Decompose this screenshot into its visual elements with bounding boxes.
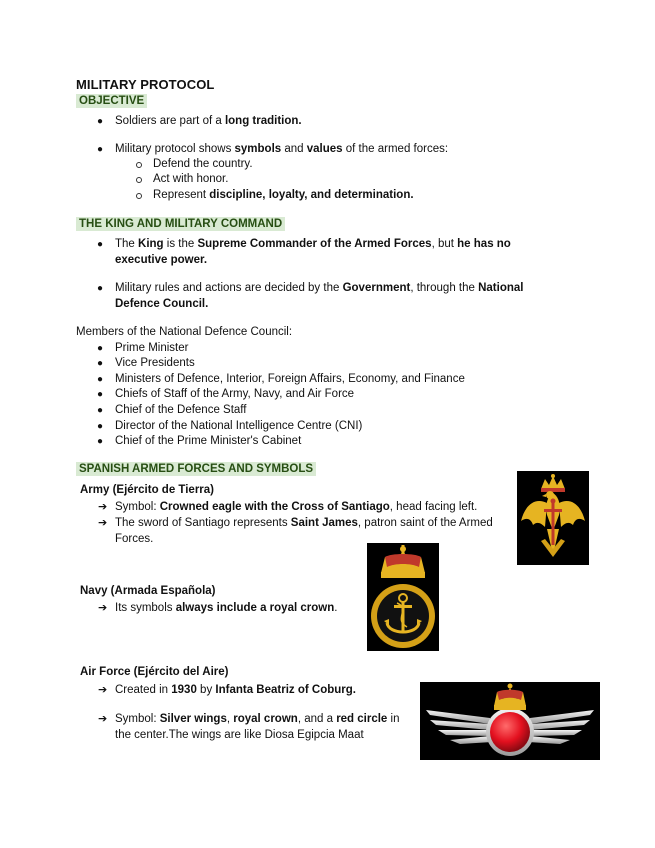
council-member: Vice Presidents [115,357,195,369]
army-bullet-2-line-1: The sword of Santiago represents Saint James, patron saint of the Armed [115,517,493,529]
king-bullet-1-line-2: executive power. [115,254,208,266]
bullet-icon: ● [97,283,104,294]
sub-bullet-icon [136,162,142,168]
objective-bullet-2: Military protocol shows symbols and values of the armed forces: [115,143,449,155]
airforce-heading: Air Force (Ejército del Aire) [80,666,229,678]
king-bullet-2-line-1: Military rules and actions are decided by the Government, through the National [115,282,524,294]
arrow-bullet-icon: ➔ [98,684,108,696]
bullet-icon: ● [97,239,104,250]
section-objective-heading [76,94,147,108]
bullet-icon: ● [97,421,104,432]
army-heading: Army (Ejército de Tierra) [80,484,215,496]
page-title: MILITARY PROTOCOL [76,77,215,92]
arrow-bullet-icon: ➔ [98,602,108,614]
council-member: Chief of the Prime Minister's Cabinet [115,435,302,447]
bullet-icon: ● [97,116,104,127]
airforce-emblem-image [420,682,600,760]
objective-sub-1: Defend the country. [153,158,253,170]
council-intro: Members of the National Defence Council: [76,326,293,338]
council-member: Director of the National Intelligence Centre (CNI) [115,420,363,432]
council-member: Chief of the Defence Staff [115,404,247,416]
section-forces-heading [76,462,316,476]
arrow-bullet-icon: ➔ [98,713,108,725]
objective-sub-2: Act with honor. [153,173,229,185]
arrow-bullet-icon: ➔ [98,501,108,513]
council-member: Ministers of Defence, Interior, Foreign Affairs, Economy, and Finance [115,373,465,385]
sub-bullet-icon [136,193,142,199]
army-emblem-image [517,471,589,565]
army-bullet-1: Symbol: Crowned eagle with the Cross of Santiago, head facing left. [115,501,478,513]
airforce-bullet-1: Created in 1930 by Infanta Beatriz of Coburg. [115,684,356,696]
bullet-icon: ● [97,405,104,416]
objective-sub-3: Represent discipline, loyalty, and determination. [153,189,414,201]
king-bullet-1-line-1: The King is the Supreme Commander of the Armed Forces, but he has no [115,238,511,250]
council-member: Prime Minister [115,342,189,354]
bullet-icon: ● [97,343,104,354]
bullet-icon: ● [97,144,104,155]
bullet-icon: ● [97,436,104,447]
navy-bullet-1: Its symbols always include a royal crown. [115,602,338,614]
objective-bullet-1: Soldiers are part of a long tradition. [115,115,302,127]
bullet-icon: ● [97,374,104,385]
army-bullet-2-line-2: Forces. [115,533,154,545]
navy-emblem-image [367,543,439,651]
king-heading-text: THE KING AND MILITARY COMMAND [79,218,283,230]
airforce-bullet-2-line-2: the center.The wings are like Diosa Egipcia Maat [115,729,364,741]
arrow-bullet-icon: ➔ [98,517,108,529]
objective-heading-text: OBJECTIVE [79,95,145,107]
sub-bullet-icon [136,177,142,183]
section-king-heading [76,217,285,231]
navy-heading: Navy (Armada Española) [80,585,216,597]
forces-heading-text: SPANISH ARMED FORCES AND SYMBOLS [79,463,314,475]
council-member: Chiefs of Staff of the Army, Navy, and Air Force [115,388,355,400]
airforce-bullet-2-line-1: Symbol: Silver wings, royal crown, and a red circle in [115,713,400,725]
king-bullet-2-line-2: Defence Council. [115,298,209,310]
bullet-icon: ● [97,389,104,400]
bullet-icon: ● [97,358,104,369]
